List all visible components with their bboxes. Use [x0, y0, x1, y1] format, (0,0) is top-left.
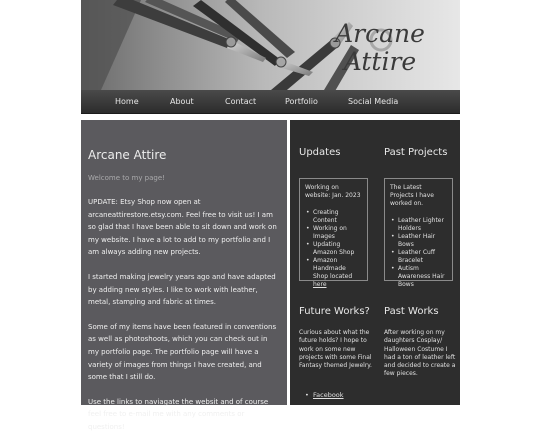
past-projects-item: • Leather Cuff Bracelet	[390, 249, 447, 265]
past-works-section	[384, 306, 462, 318]
past-projects-box	[384, 178, 453, 288]
future-works-section	[299, 306, 377, 318]
nav-home[interactable]: Home	[115, 97, 139, 106]
past-projects-item: • Leather Lighter Holders	[390, 217, 447, 233]
features-paragraph: Some of my items have been featured in conventions as well as photoshoots, which you can check out in my portfolio page. The portfolio page will have a variety of images from things I have created, and some that I still do.	[88, 322, 277, 382]
main-nav	[81, 90, 460, 114]
contact-paragraph: Use the links to naviagate the websit and of course feel free to e-mail me with any comments or questions!	[88, 397, 269, 431]
past-works-heading: Past Works	[384, 306, 439, 317]
nav-portfolio[interactable]: Portfolio	[285, 97, 318, 106]
future-works-heading: Future Works?	[299, 306, 370, 317]
updates-item: • Working on Images	[305, 225, 362, 241]
main-content	[81, 120, 287, 431]
updates-section	[299, 147, 377, 159]
welcome-text: Welcome to my page!	[88, 174, 165, 182]
future-works-text: Curious about what the future holds? I hope to work on some new projects with some Final Fantasy themed Jewelry.	[299, 329, 372, 370]
nav-social-media[interactable]: Social Media	[348, 97, 399, 106]
past-projects-item: • Autism Awareness Hair Bows	[390, 265, 447, 289]
nav-about[interactable]: About	[170, 97, 194, 106]
updates-item	[305, 257, 362, 289]
facebook-link[interactable]: • Facebook	[303, 391, 344, 399]
past-projects-intro: The Latest Projects I have worked on.	[390, 184, 434, 207]
updates-item-text: Amazon Handmade Shop located	[313, 257, 353, 280]
update-paragraph: UPDATE: Etsy Shop now open at arcaneattirestore.etsy.com. Feel free to visit us! I am so glad that I have been able to sit down and work on my website. I have a lot to add to my portfolio and I am always adding new projects.	[88, 198, 277, 257]
header-banner	[81, 0, 460, 90]
updates-box	[299, 178, 368, 288]
sidebar	[290, 120, 460, 405]
past-projects-heading: Past Projects	[384, 147, 448, 158]
updates-item: • Updating Amazon Shop	[305, 241, 362, 257]
main-heading: Arcane Attire	[88, 148, 167, 162]
updates-intro: Working on website: Jan. 2023	[305, 184, 361, 199]
past-projects-item: • Leather Hair Bows	[390, 233, 447, 249]
past-projects-section	[384, 147, 462, 159]
nav-contact[interactable]: Contact	[225, 97, 257, 106]
updates-item: • Creating Content	[305, 209, 362, 225]
past-works-text: After working on my daughters Cosplay/ Halloween Costume I had a ton of leather left and decided to create a few pieces.	[384, 329, 456, 378]
updates-heading: Updates	[299, 147, 341, 158]
amazon-shop-link[interactable]: here	[313, 281, 327, 288]
about-paragraph: I started making jewelry years ago and have adapted by adding new styles. I like to work with leather, metal, stamping and fabric at times.	[88, 272, 276, 307]
future-works-links	[303, 391, 344, 399]
site-title: Arcane Attire	[335, 19, 425, 76]
